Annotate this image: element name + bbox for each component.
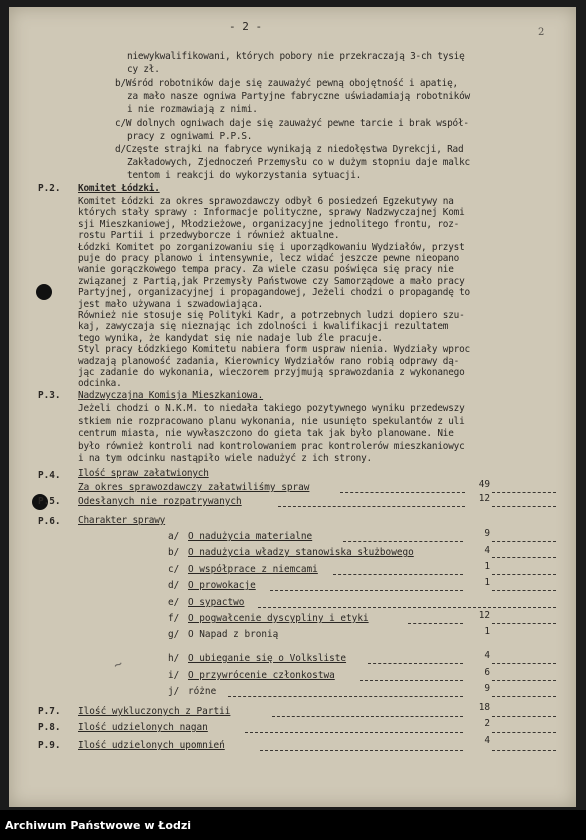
row-value: 49 [478,479,490,490]
body-line: rostu Partii i przedwyborcze i również aktualne. [78,230,340,242]
item-value: 12 [478,610,490,621]
row-label: Ilość wykluczonych z Partii [78,706,231,717]
item-value: 1 [484,561,490,572]
leader-line [492,541,556,542]
row-label: Ilość udzielonych upomnień [78,740,225,751]
item-value: 9 [484,528,490,539]
body-line: których stały sprawy : Informacje polityczne, sprawy Nadzwyczajnej Komi [78,207,465,219]
body-line: sji Mieszkaniowej, Młodzieżowe, organizacyjne jednolitego frontu, roz- [78,218,460,230]
body-line: Partyjnej, organizacyjnej i propagandowej, Jeżeli chodzi o propagandę to [78,287,470,299]
leader-line [492,680,556,681]
item-letter: h/ [168,653,180,664]
row-value: 12 [478,493,490,504]
leader-line [408,623,463,624]
leader-line [492,506,556,507]
intro-line: b/Wśród robotników daje się zauważyć pewną obojętność i apatię, [115,78,458,89]
body-line: Jeżeli chodzi o N.K.M. to niedała takiego pozytywnego wyniku przedewszy [78,403,465,414]
leader-line [272,716,463,717]
body-line: Styl pracy Łódzkiego Komitetu nabiera form uspraw nienia. Wydziały wproc [78,344,470,356]
body-line: Komitet Łódzki za okres sprawozdawczy odbył 6 posiedzeń Egzekutywy na [78,196,454,207]
item-value: 4 [484,545,490,556]
leader-line [245,732,463,733]
body-line: i na tym odcinku nastąpiło wiele nadużyć z ich strony. [78,453,372,464]
item-letter: b/ [168,547,180,558]
leader-line [360,680,463,681]
row-value: 18 [478,702,490,713]
archive-credit: Archiwum Państwowe w Łodzi [5,819,192,832]
body-line: Również nie stosuje się Polityki Kadr, a potrzebnych ludzi dopiero szu- [78,310,465,321]
section-number: P.3. [38,390,61,401]
body-line: puje do pracy planowo i intensywnie, lecz widać jeszcze pewne nieopano [78,253,460,264]
body-line: odcinka. [78,378,122,390]
item-label: O nadużycia władzy stanowiska służbowego [188,547,414,558]
leader-line [333,574,463,575]
row-label: Odesłanych nie rozpatrywanych [78,496,242,507]
body-line: centrum miasta, nie wywłaszczono do gieta tak jak było planowane. Nie [78,428,454,439]
leader-line [492,492,556,493]
item-label: O prowokacje [188,580,256,591]
section-title: Komitet Łódzki. [78,183,160,194]
body-line: związanej z Partią,jak Przemysły Państwowe czy Samorządowe a mało pracy [78,275,465,287]
leader-line [228,696,463,697]
item-label: O Napad z bronią [188,629,279,640]
intro-line: tentom i reakcji do wykorzystania sytuacji. [127,170,362,181]
body-line: wadzają planowość zadania, Kierownicy Wydziałów rano robią odprawy dą- [78,355,460,367]
item-letter: d/ [168,580,180,591]
intro-line: i nie rozmawiają z nimi. [127,104,258,115]
body-line: jest mało używana i szwadowiająca. [78,298,264,310]
leader-line [492,716,556,717]
pencil-mark: ~ [111,655,126,675]
leader-line [492,574,556,575]
item-value: 6 [484,667,490,678]
body-line: Łódzki Komitet po zorganizowaniu się i uporządkowaniu Wydziałów, przyst [78,241,465,253]
item-label: różne [188,686,217,697]
item-label: O sypactwo [188,597,245,608]
punch-hole-top [36,284,52,300]
item-letter: g/ [168,629,180,640]
item-label: O współprace z niemcami [188,564,318,575]
leader-line [492,750,556,751]
item-value: 1 [484,577,490,588]
body-line: tego wynika, że kandydat się nie nadaje lub źle pracuje. [78,332,383,344]
intro-line: d/Częste strajki na fabryce wynikają z niedołęstwa Dyrekcji, Rad [115,144,464,155]
row-value: 4 [484,735,490,746]
body-line: stkiem nie rozpracowano planu wykonania, nie usunięto spekulantów z uli [78,415,465,427]
item-letter: c/ [168,564,180,575]
row-value: 2 [484,718,490,729]
item-label: O przywrócenie członkostwa [188,670,335,681]
body-line: kaj, zawyczaja się nieznając ich zdolności i kwalifikacji rezultatem [78,321,449,333]
corner-mark: 2 [538,27,545,38]
leader-line [260,750,463,751]
item-letter: a/ [168,531,180,542]
body-line: wanie gorączkowego tempa pracy. Za wiele czasu poświęca się pracy nie [78,264,454,276]
item-letter: f/ [168,613,180,624]
leader-line [258,607,556,608]
leader-line [368,663,463,664]
body-line: jąc zadanie do wykonania, wieczorem przyjmują sprawozdania z wykonanego [78,367,465,378]
item-value: 1 [484,626,490,637]
intro-line: c/W dolnych ogniwach daje się zauważyć pewne tarcie i brak współ- [115,118,469,129]
item-letter: i/ [168,670,180,681]
section-number: P.2. [38,183,61,194]
p3-heading: Nadzwyczajna Komisja Mieszkaniowa. [78,390,264,401]
leader-line [492,696,556,697]
section-number: P.8. [38,722,61,733]
leader-line [492,623,556,624]
intro-line: za mało nasze ogniwa Partyjne fabryczne uświadamiają robotników [127,91,470,102]
item-letter: j/ [168,686,180,697]
item-letter: e/ [168,597,180,608]
leader-line [492,732,556,733]
leader-line [278,506,465,507]
leader-line [343,541,463,542]
item-value: 9 [484,683,490,694]
leader-line [340,492,465,493]
intro-line: Zakładowych, Zjednoczeń Przemysłu co w dużym stopniu daje malkc [127,157,470,168]
leader-line [492,590,556,591]
item-label: O ubieganie się o Volksliste [188,653,347,664]
item-label: O nadużycia materialne [188,531,313,542]
intro-line: niewykwalifikowani, których pobory nie przekraczają 3-ch tysię [127,51,465,62]
leader-line [270,590,463,591]
section-number: P.5. [38,496,61,507]
leader-line [492,557,556,558]
item-value: 4 [484,650,490,661]
intro-line: pracy z ogniwami P.P.S. [127,131,253,142]
section-title: Ilość spraw załatwionych [78,468,209,479]
page-number: - 2 - [229,20,263,33]
item-label: O pogwałcenie dyscypliny i etyki [188,613,369,624]
section-title: Charakter sprawy [78,515,166,526]
section-number: P.9. [38,740,61,751]
section-number: P.4. [38,470,61,481]
row-label: Ilość udzielonych nagan [78,722,208,733]
section-number: P.7. [38,706,61,717]
body-line: było również kontroli nad kontrolowaniem prac kontrolerów mieszkaniowyc [78,440,465,452]
row-label: Za okres sprawozdawczy załatwiliśmy spraw [78,482,310,493]
intro-line: cy zł. [127,64,160,75]
section-number: P.6. [38,516,61,527]
leader-line [492,663,556,664]
